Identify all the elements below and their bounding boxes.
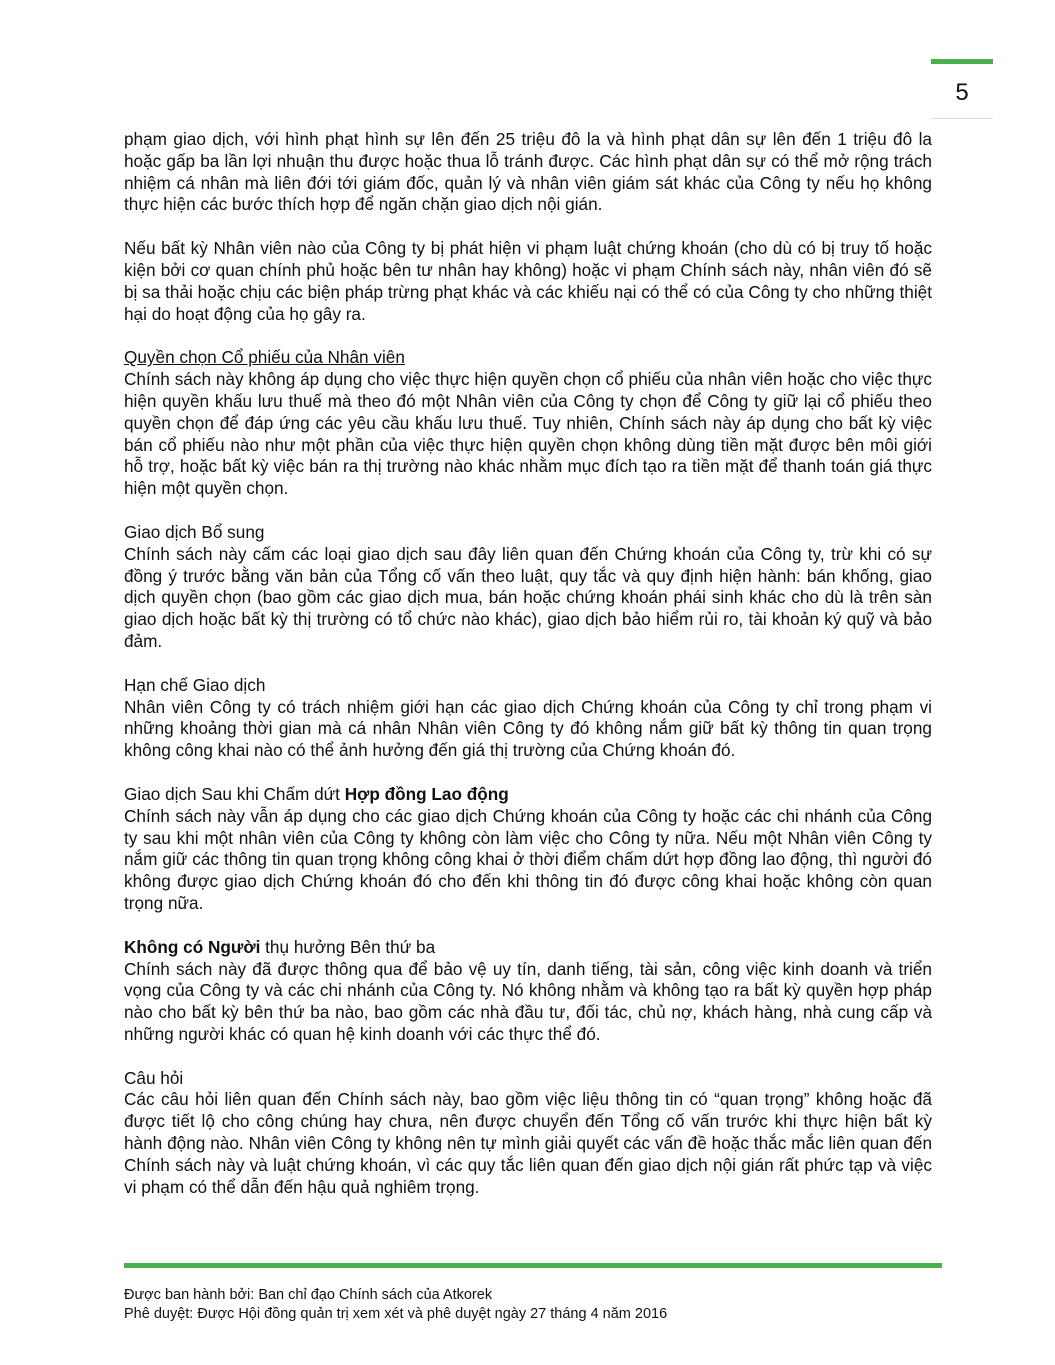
section-body: Nhân viên Công ty có trách nhiệm giới hạn các giao dịch Chứng khoán của Công ty chỉ trong phạm vi những khoảng thời gian mà cá nhân Nhân viên Công ty đó không nắm giữ bất kỳ thông tin quan trọng không công khai nào có thể ảnh hưởng đến giá thị trường của Chứng khoán đó. — [124, 696, 932, 761]
document-body — [124, 129, 932, 1220]
section-heading: Hạn chế Giao dịch — [124, 674, 266, 695]
section-heading-bold-part: Hợp đồng Lao động — [344, 783, 509, 804]
section-heading: Câu hỏi — [124, 1067, 184, 1088]
footer-issued-by: Được ban hành bởi: Ban chỉ đạo Chính sách của Atkorek — [124, 1287, 493, 1303]
page-number: 5 — [931, 64, 993, 119]
section-heading-bold-part: Không có Người — [124, 936, 261, 957]
footer — [124, 1286, 942, 1324]
paragraph-violations: Nếu bất kỳ Nhân viên nào của Công ty bị phát hiện vi phạm luật chứng khoán (cho dù có bị truy tố hoặc kiện bởi cơ quan chính phủ hoặc bên tư nhân hay không) hoặc vi phạm Chính sách này, nhân viên đó sẽ bị sa thải hoặc chịu các biện pháp trừng phạt khác và các khiếu nại có thể có của Công ty cho những thiệt hại do hoạt động của họ gây ra. — [124, 238, 932, 324]
section-heading-part: thụ hưởng Bên thứ ba — [260, 936, 436, 957]
section-body: Chính sách này cấm các loại giao dịch sau đây liên quan đến Chứng khoán của Công ty, trừ khi có sự đồng ý trước bằng văn bản của Tổng cố vấn theo luật, quy tắc và quy định hiện hành: bán khống, giao dịch quyền chọn (bao gồm các giao dịch mua, bán hoặc chứng khoán phái sinh khác cho dù là trên sàn giao dịch hoặc bất kỳ thị trường có tổ chức nào khác), giao dịch bảo hiểm rủi ro, tài khoản ký quỹ và bảo đảm. — [124, 543, 932, 651]
footer-approval: Phê duyệt: Được Hội đồng quản trị xem xét và phê duyệt ngày 27 tháng 4 năm 2016 — [124, 1306, 668, 1322]
section-no-third-party-beneficiaries — [124, 937, 932, 1046]
section-heading — [124, 937, 932, 959]
section-heading: Giao dịch Bổ sung — [124, 521, 265, 542]
section-heading: Quyền chọn Cổ phiếu của Nhân viên — [124, 347, 405, 368]
section-body: Chính sách này vẫn áp dụng cho các giao dịch Chứng khoán của Công ty hoặc các chi nhánh của Công ty sau khi một nhân viên của Công ty không còn làm việc cho Công ty nữa. Nếu một Nhân viên Công ty nắm giữ các thông tin quan trọng không công khai ở thời điểm chấm dứt hợp đồng lao động, thì người đó không được giao dịch Chứng khoán đó cho đến khi thông tin đó được công khai hoặc không còn quan trọng nữa. — [124, 805, 932, 913]
section-heading-part: Giao dịch Sau khi Chấm dứt — [124, 783, 345, 804]
paragraph-penalties: phạm giao dịch, với hình phạt hình sự lên đến 25 triệu đô la và hình phạt dân sự lên đến 1 triệu đô la hoặc gấp ba lần lợi nhuận thu được hoặc thua lỗ tránh được. Các hình phạt dân sự có thể mở rộng trách nhiệm cá nhân mà liên đới tới giám đốc, quản lý và nhân viên giám sát khác của Công ty nếu họ không thực hiện các bước thích hợp để ngăn chặn giao dịch nội gián. — [124, 129, 932, 215]
section-body: Các câu hỏi liên quan đến Chính sách này, bao gồm việc liệu thông tin có “quan trọng” không hoặc đã được tiết lộ cho công chúng hay chưa, nên được chuyển đến Tổng cố vấn trước khi thực hiện bất kỳ hành động nào. Nhân viên Công ty không nên tự mình giải quyết các vấn đề hoặc thắc mắc liên quan đến Chính sách này và luật chứng khoán, vì các quy tắc liên quan đến giao dịch nội gián rất phức tạp và việc vi phạm có thể dẫn đến hậu quả nghiêm trọng. — [124, 1089, 932, 1197]
section-body: Chính sách này không áp dụng cho việc thực hiện quyền chọn cổ phiếu của nhân viên hoặc cho việc thực hiện quyền khấu lưu thuế mà theo đó một Nhân viên của Công ty chọn để Công ty giữ lại cổ phiếu theo quyền chọn để đáp ứng các yêu cầu khấu lưu thuế. Tuy nhiên, Chính sách này áp dụng cho bất kỳ việc bán cổ phiếu nào như một phần của việc thực hiện quyền chọn không dùng tiền mặt được bên môi giới hỗ trợ, hoặc bất kỳ việc bán ra thị trường nào khác nhằm mục đích tạo ra tiền mặt để thanh toán giá thực hiện một quyền chọn. — [124, 369, 932, 499]
section-trading-restrictions — [124, 675, 932, 762]
section-employee-stock-options — [124, 347, 932, 500]
footer-divider — [124, 1263, 942, 1268]
section-questions — [124, 1068, 932, 1199]
section-heading — [124, 784, 932, 806]
section-post-termination-trading — [124, 784, 932, 915]
section-body: Chính sách này đã được thông qua để bảo vệ uy tín, danh tiếng, tài sản, công việc kinh doanh và triển vọng của Công ty và các chi nhánh của Công ty. Nó không nhằm và không tạo ra bất kỳ quyền hợp pháp nào cho bất kỳ bên thứ ba nào, bao gồm các nhà đầu tư, đối tác, chủ nợ, khách hàng, nhà cung cấp và những người khác có quan hệ kinh doanh với các thực thể đó. — [124, 958, 932, 1044]
section-additional-transactions — [124, 522, 932, 653]
